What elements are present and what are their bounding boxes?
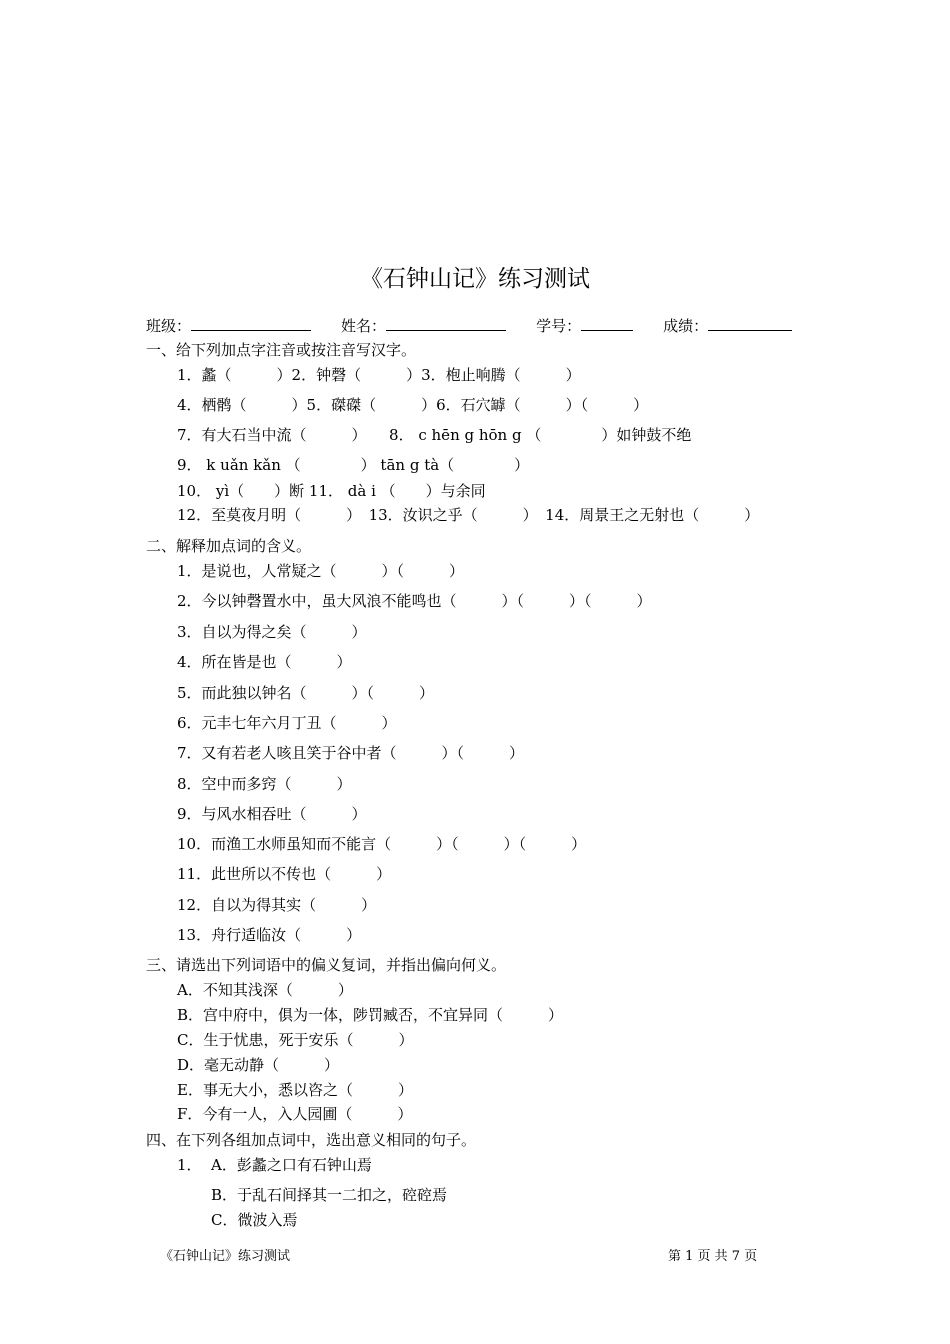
s2-question-line: 9．与风水相吞吐（ ） — [177, 805, 367, 823]
student-info-row — [146, 315, 792, 336]
s3-option-line: C．生于忧患，死于安乐（ ） — [177, 1031, 414, 1049]
s2-question-line: 12．自以为得其实（ ） — [177, 896, 377, 914]
s2-question-line: 3．自以为得之矣（ ） — [177, 623, 367, 641]
id-blank — [581, 315, 633, 331]
s4-option-line: C．微波入焉 — [211, 1211, 298, 1229]
s2-question-line: 8．空中而多窍（ ） — [177, 775, 352, 793]
s2-question-line: 10．而渔工水师虽知而不能言（ ）（ ）（ ） — [177, 835, 587, 853]
score-blank — [708, 315, 792, 331]
section-4-heading: 四、在下列各组加点词中，选出意义相同的句子。 — [146, 1131, 477, 1149]
s1-question-line: 1．蠡（ ）2．钟磬（ ）3．枹止响腾（ ） — [177, 366, 581, 384]
s4-question-number: 1． — [177, 1156, 202, 1174]
name-label: 姓名： — [341, 317, 387, 335]
id-label: 学号： — [536, 317, 582, 335]
s2-question-line: 4．所在皆是也（ ） — [177, 653, 352, 671]
s4-option-line: A．彭蠡之口有石钟山焉 — [211, 1156, 372, 1174]
score-label: 成绩： — [663, 317, 709, 335]
s2-question-line: 7．又有若老人咳且笑于谷中者（ ）（ ） — [177, 744, 525, 762]
s3-option-line: E．事无大小，悉以咨之（ ） — [177, 1081, 413, 1099]
s2-question-line: 1．是说也，人常疑之（ ）（ ） — [177, 562, 465, 580]
s3-option-line: F．今有一人，入人园圃（ ） — [177, 1105, 413, 1123]
s1-question-line: 12．至莫夜月明（ ） 13．汝识之乎（ ） 14．周景王之无射也（ ） — [177, 506, 760, 524]
s2-question-line: 5．而此独以钟名（ ）（ ） — [177, 684, 435, 702]
s1-question-line: 10． yì（ ）断 11． dà i （ ）与余同 — [177, 482, 486, 500]
s4-option-line: B．于乱石间择其一二扣之，硿硿焉 — [211, 1186, 448, 1204]
s3-option-line: D．毫无动静（ ） — [177, 1056, 340, 1074]
s3-option-line: B．宫中府中，俱为一体，陟罚臧否，不宜异同（ ） — [177, 1006, 564, 1024]
footer-page-number: 第 1 页 共 7 页 — [668, 1249, 758, 1264]
s2-question-line: 2．今以钟磬置水中，虽大风浪不能鸣也（ ）（ ）（ ） — [177, 592, 652, 610]
class-label: 班级： — [146, 317, 192, 335]
s2-question-line: 6．元丰七年六月丁丑（ ） — [177, 714, 397, 732]
s2-question-line: 13．舟行适临汝（ ） — [177, 926, 362, 944]
footer-title: 《石钟山记》练习测试 — [160, 1249, 291, 1264]
s1-question-line: 7．有大石当中流（ ） 8． c hēn g hōn g （ ）如钟鼓不绝 — [177, 426, 692, 444]
page-title: 《石钟山记》练习测试 — [360, 266, 590, 292]
s1-question-line: 9． k uǎn kǎn （ ） tān g tà（ ） — [177, 456, 530, 474]
section-2-heading: 二、解释加点词的含义。 — [146, 537, 312, 555]
s1-question-line: 4．栖鹘（ ）5．磔磔（ ）6．石穴罅（ ）（ ） — [177, 396, 649, 414]
s2-question-line: 11．此世所以不传也（ ） — [177, 865, 392, 883]
class-blank — [191, 315, 311, 331]
name-blank — [386, 315, 506, 331]
section-3-heading: 三、请选出下列词语中的偏义复词，并指出偏向何义。 — [146, 956, 507, 974]
section-1-heading: 一、给下列加点字注音或按注音写汉字。 — [146, 341, 417, 359]
s3-option-line: A．不知其浅深（ ） — [177, 981, 353, 999]
